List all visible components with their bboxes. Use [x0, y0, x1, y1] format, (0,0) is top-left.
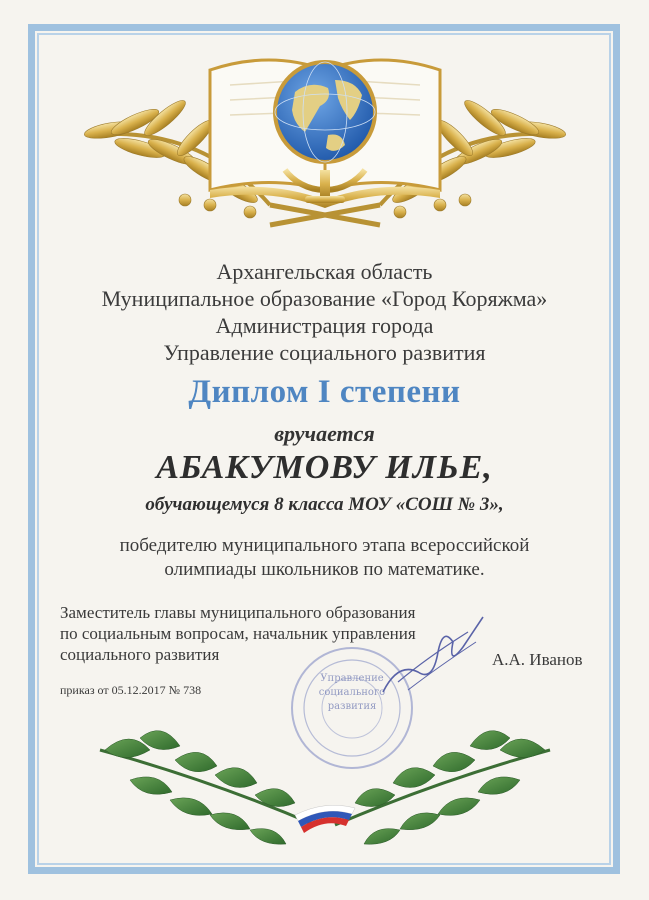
order-reference: приказ от 05.12.2017 № 738: [60, 683, 202, 697]
signer-name: А.А. Иванов: [492, 650, 583, 669]
stamp-line-1: Управление: [320, 673, 384, 684]
right-branch: [335, 731, 550, 845]
stamp-line-2: социального: [318, 687, 386, 698]
student-line: обучающемуся 8 класса МОУ «СОШ № 3»,: [145, 494, 504, 515]
globe-book-emblem-icon: [80, 40, 570, 230]
signatory-line-1: Заместитель главы муниципального образования: [60, 603, 416, 622]
flag-ribbon: [295, 805, 355, 833]
award-reason-line-2: олимпиады школьников по математике.: [164, 559, 485, 580]
issuer-department: Управление социального развития: [163, 340, 486, 365]
issuer-municipality: Муниципальное образование «Город Коряжма»: [101, 286, 548, 311]
signatory-line-3: социального развития: [60, 645, 220, 664]
issuer-region: Архангельская область: [216, 259, 433, 284]
recipient-name: АБАКУМОВУ ИЛЬЕ,: [156, 449, 493, 486]
signatory-line-2: по социальным вопросам, начальник управления: [60, 624, 416, 643]
wreath-icon: [90, 720, 560, 860]
left-branch: [100, 731, 315, 845]
award-reason: [0, 534, 649, 582]
award-reason-line-1: победителю муниципального этапа всероссийской: [119, 535, 530, 556]
signature-icon: [378, 612, 488, 697]
stamp-line-3: развития: [327, 701, 377, 712]
awarded-label: вручается: [274, 421, 375, 446]
issuer-administration: Администрация города: [215, 313, 434, 338]
issuer-header: [0, 258, 649, 366]
diploma-title: Диплом I степени: [188, 374, 461, 410]
